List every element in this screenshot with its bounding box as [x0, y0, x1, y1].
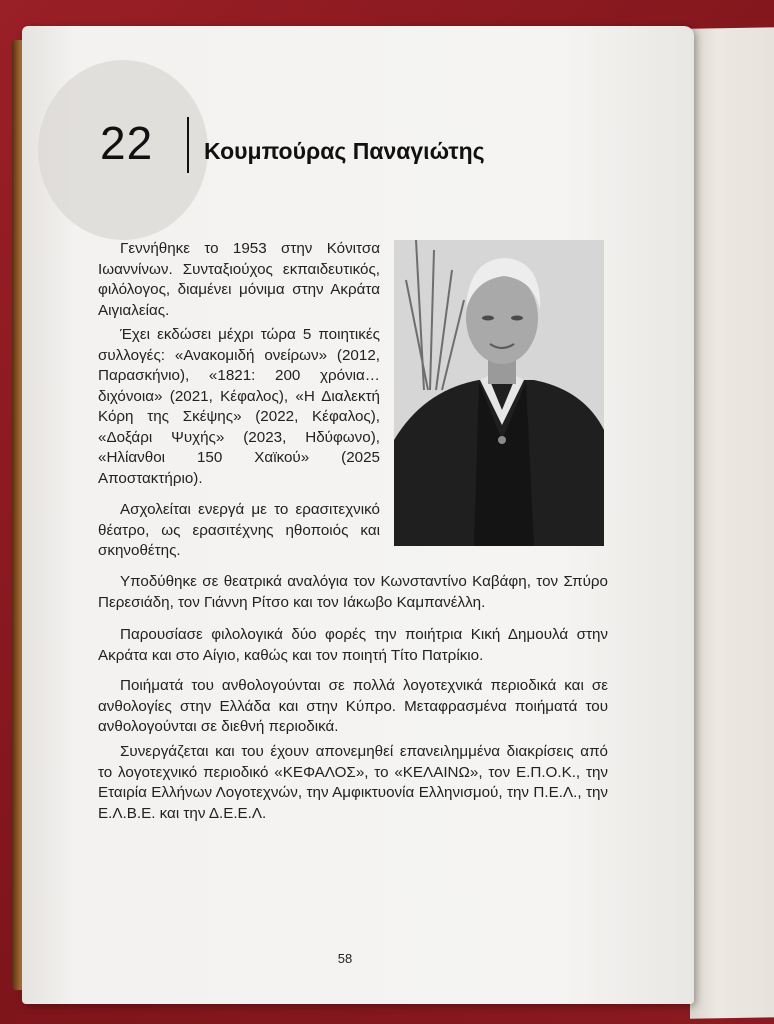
next-page-edge: [690, 27, 774, 1019]
bio-paragraph-roles: Υποδύθηκε σε θεατρικά αναλόγια τον Κωνσταντίνο Καβάφη, τον Σπύρο Περεσιάδη, τον Γιάννη Ρίτσο και τον Ιάκωβο Καμπανέλλη.: [98, 573, 608, 611]
bio-paragraph-birth: Γεννήθηκε το 1953 στην Κόνιτσα Ιωαννίνων. Συνταξιούχος εκπαιδευτικός, φιλόλογος, διαμένει μόνιμα στην Ακράτα Αιγιαλείας.: [98, 240, 380, 319]
bio-paragraph-anthologies: Ποιήματά του ανθολογούνται σε πολλά λογοτεχνικά περιοδικά και σε ανθολογίες στην Ελλάδα και στην Κύπρο. Μεταφρασμένα ποιήματά του ανθολογούνται σε διεθνή περιοδικά.: [98, 677, 608, 735]
bio-paragraph-theatre: Ασχολείται ενεργά με το ερασιτεχνικό θέατρο, ως ερασιτέχνης ηθοποιός και σκηνοθέτης.: [98, 501, 380, 559]
bio-paragraph-publications: Έχει εκδώσει μέχρι τώρα 5 ποιητικές συλλογές: «Ανακομιδή ονείρων» (2012, Παρασκήνιο), «1821: 200 χρόνια… διχόνοια» (2021, Κέφαλος), «Η Διαλεκτή Κόρη της Σκέψης» (2022, Κέφαλος), «Δοξάρι Ψυχής» (2023, Ηδύφωνο), «Ηλίανθοι 150 Χαϊκού» (2025 Αποστακτήριο).: [98, 326, 380, 487]
bio-paragraph-awards: Συνεργάζεται και του έχουν απονεμηθεί επανειλημμένα διακρίσεις από το λογοτεχνικό περιοδικό «ΚΕΦΑΛΟΣ», το «ΚΕΛΑΙΝΩ», τον Ε.Π.Ο.Κ., την Εταιρία Ελλήνων Λογοτεχνών, την Αμφικτυονία Ελληνισμού, την Π.Ε.Λ., την Ε.Λ.Β.Ε. και την Δ.Ε.Ε.Λ.: [98, 743, 608, 822]
chapter-number: 22: [100, 117, 154, 169]
chapter-title: Κουμπούρας Παναγιώτης: [204, 138, 485, 164]
bio-paragraph-presentations: Παρουσίασε φιλολογικά δύο φορές την ποιήτρια Κική Δημουλά στην Ακράτα και στο Αίγιο, καθώς και τον ποιητή Τίτο Πατρίκιο.: [98, 626, 608, 664]
page-number: 58: [337, 951, 353, 966]
chapter-divider: [187, 117, 189, 173]
author-portrait-photo: [394, 240, 604, 546]
